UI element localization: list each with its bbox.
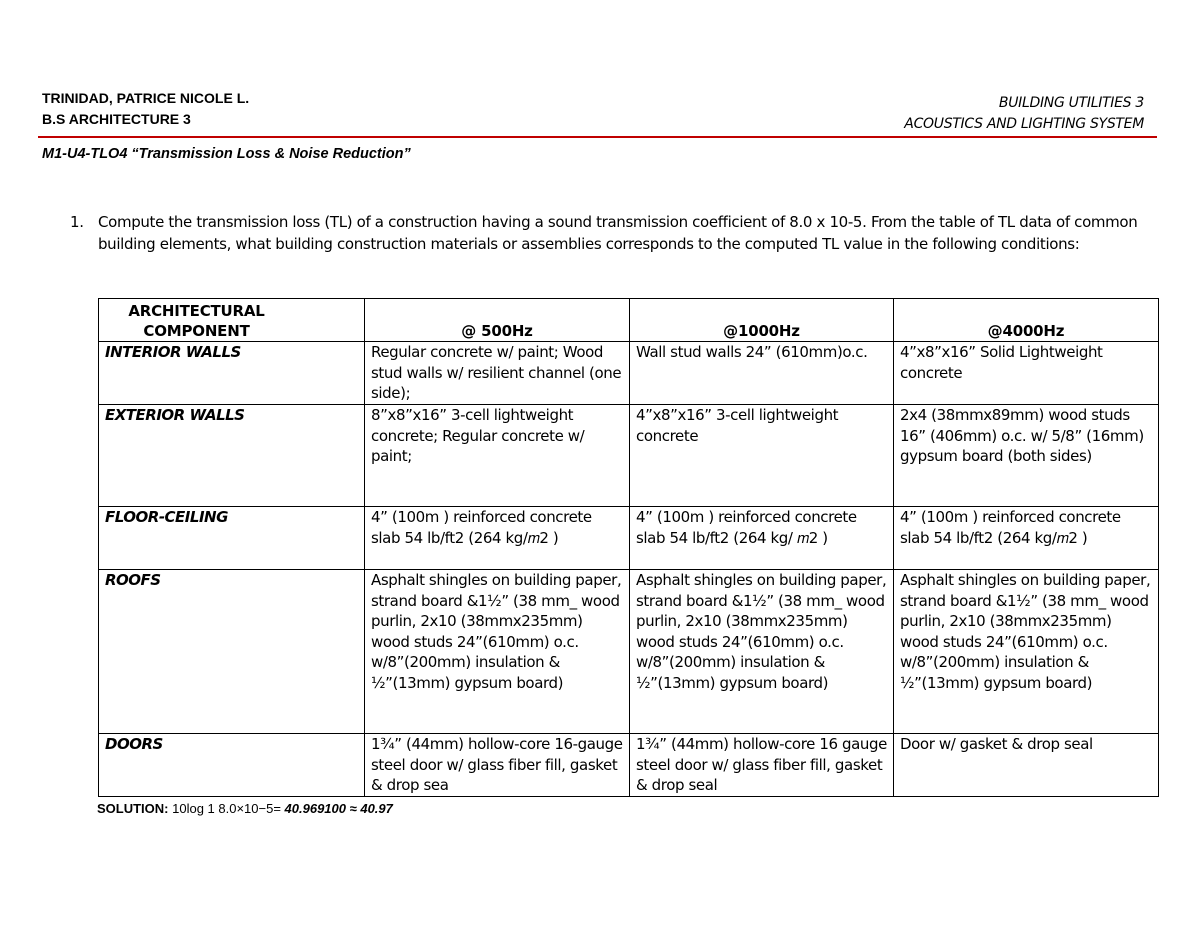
table-row bbox=[99, 570, 1159, 734]
cell-1000hz: 4” (100m ) reinforced concrete slab 54 lb/ft2 (264 kg/ 𝑚2 ) bbox=[630, 507, 894, 570]
course-subtitle: ACOUSTICS AND LIGHTING SYSTEM bbox=[904, 116, 1144, 132]
header-4000hz: @4000Hz bbox=[894, 299, 1159, 342]
table-header-row bbox=[99, 299, 1159, 342]
row-label: INTERIOR WALLS bbox=[99, 342, 365, 405]
module-title: M1-U4-TLO4 “Transmission Loss & Noise Reduction” bbox=[42, 146, 411, 162]
course-title: BUILDING UTILITIES 3 bbox=[998, 95, 1144, 111]
row-label: ROOFS bbox=[99, 570, 365, 734]
cell-4000hz: 4”x8”x16” Solid Lightweight concrete bbox=[894, 342, 1159, 405]
cell-500hz: 8”x8”x16” 3-cell lightweight concrete; Regular concrete w/ paint; bbox=[365, 405, 630, 507]
header-1000hz: @1000Hz bbox=[630, 299, 894, 342]
question-1 bbox=[70, 211, 1150, 255]
row-label: EXTERIOR WALLS bbox=[99, 405, 365, 507]
solution-label: SOLUTION: bbox=[97, 801, 169, 816]
question-text: Compute the transmission loss (TL) of a construction having a sound transmission coefficient of 8.0 x 10-5. From the table of TL data of common building elements, what building construction materials or assemblies corresponds to the computed TL value in the following conditions: bbox=[98, 213, 1138, 253]
course-info bbox=[904, 93, 1144, 135]
cell-1000hz: Wall stud walls 24” (610mm)o.c. bbox=[630, 342, 894, 405]
solution-formula: 10log 1 8.0×10−5= bbox=[168, 801, 285, 816]
cell-500hz: Regular concrete w/ paint; Wood stud walls w/ resilient channel (one side); bbox=[365, 342, 630, 405]
cell-500hz: Asphalt shingles on building paper, strand board &1½” (38 mm_ wood purlin, 2x10 (38mmx235mm) wood studs 24”(610mm) o.c. w/8”(200mm) insulation & ½”(13mm) gypsum board) bbox=[365, 570, 630, 734]
tl-table bbox=[98, 298, 1159, 797]
question-number: 1. bbox=[70, 213, 84, 231]
table-row bbox=[99, 507, 1159, 570]
table-row bbox=[99, 734, 1159, 797]
row-label: DOORS bbox=[99, 734, 365, 797]
header-500hz: @ 500Hz bbox=[365, 299, 630, 342]
cell-1000hz: 4”x8”x16” 3-cell lightweight concrete bbox=[630, 405, 894, 507]
cell-4000hz: 4” (100m ) reinforced concrete slab 54 lb/ft2 (264 kg/𝑚2 ) bbox=[894, 507, 1159, 570]
table-row bbox=[99, 342, 1159, 405]
cell-4000hz: Door w/ gasket & drop seal bbox=[894, 734, 1159, 797]
solution-line bbox=[97, 800, 393, 818]
table-row bbox=[99, 405, 1159, 507]
student-info bbox=[42, 88, 249, 130]
solution-result: 40.969100 ≈ 40.97 bbox=[284, 801, 393, 816]
row-label: FLOOR-CEILING bbox=[99, 507, 365, 570]
cell-500hz: 1¾” (44mm) hollow-core 16-gauge steel door w/ glass fiber fill, gasket & drop sea bbox=[365, 734, 630, 797]
cell-1000hz: 1¾” (44mm) hollow-core 16 gauge steel door w/ glass fiber fill, gasket & drop seal bbox=[630, 734, 894, 797]
student-name: TRINIDAD, PATRICE NICOLE L. bbox=[42, 90, 250, 106]
cell-4000hz: Asphalt shingles on building paper, strand board &1½” (38 mm_ wood purlin, 2x10 (38mmx235mm) wood studs 24”(610mm) o.c. w/8”(200mm) insulation & ½”(13mm) gypsum board) bbox=[894, 570, 1159, 734]
student-program: B.S ARCHITECTURE 3 bbox=[42, 111, 191, 127]
header-divider bbox=[38, 136, 1157, 138]
cell-1000hz: Asphalt shingles on building paper, strand board &1½” (38 mm_ wood purlin, 2x10 (38mmx235mm) wood studs 24”(610mm) o.c. w/8”(200mm) insulation & ½”(13mm) gypsum board) bbox=[630, 570, 894, 734]
cell-500hz: 4” (100m ) reinforced concrete slab 54 lb/ft2 (264 kg/𝑚2 ) bbox=[365, 507, 630, 570]
header-component: ARCHITECTURAL COMPONENT bbox=[99, 299, 365, 342]
cell-4000hz: 2x4 (38mmx89mm) wood studs 16” (406mm) o.c. w/ 5/8” (16mm) gypsum board (both sides) bbox=[894, 405, 1159, 507]
